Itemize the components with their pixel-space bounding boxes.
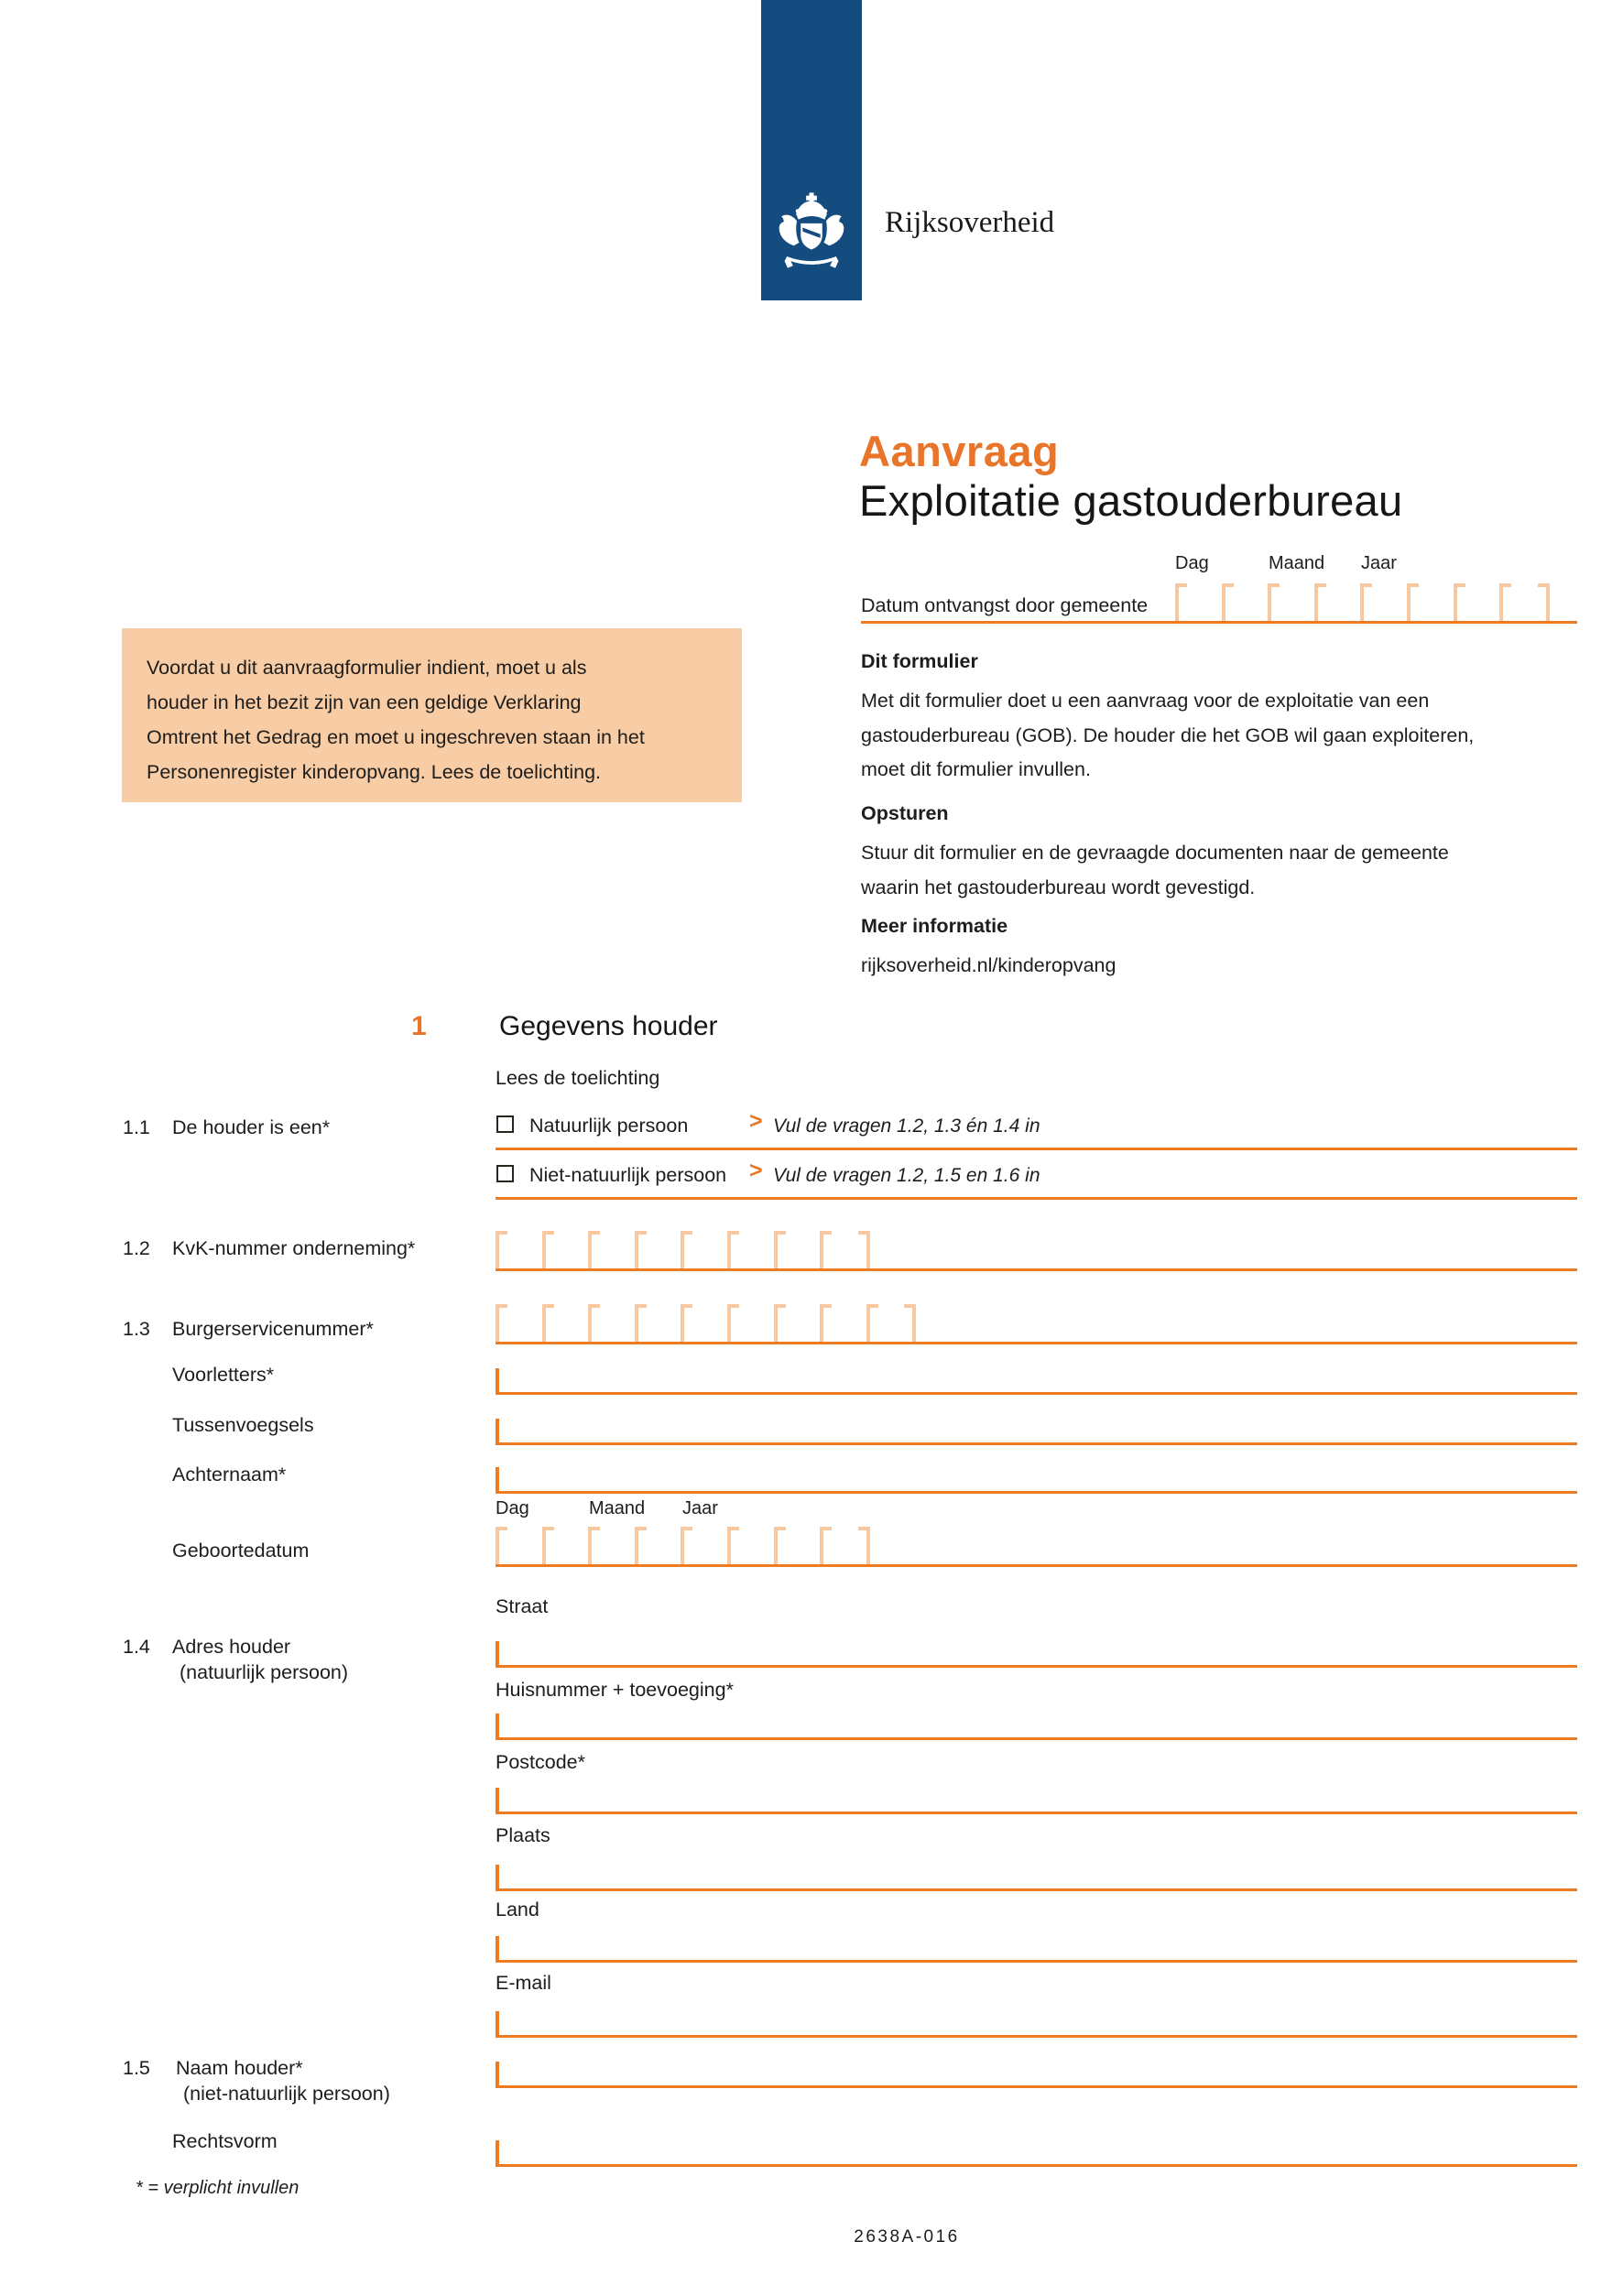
comb-tick (774, 1304, 778, 1342)
comb-tick (1454, 583, 1457, 621)
comb-tick (496, 1304, 499, 1342)
date-received-year-label: Jaar (1361, 553, 1397, 573)
option-instruction-niet-natuurlijk-persoon: Vul de vragen 1.2, 1.5 en 1.6 in (773, 1165, 1040, 1186)
form-code: 2638A-016 (854, 2227, 960, 2247)
comb-tick (635, 1304, 638, 1342)
achternaam-input[interactable] (496, 1465, 1577, 1494)
plaats-label: Plaats (496, 1824, 550, 1846)
question-sublabel-1-5: (niet-natuurlijk persoon) (183, 2083, 390, 2105)
comb-tick (588, 1527, 592, 1564)
comb-tick (681, 1231, 684, 1268)
question-label-1-3: Burgerservicenummer* (172, 1318, 374, 1340)
postcode-input[interactable] (496, 1786, 1577, 1814)
date-received-input[interactable] (861, 580, 1577, 624)
comb-tick (681, 1304, 684, 1342)
checkbox-natuurlijk-persoon[interactable] (496, 1115, 514, 1133)
date-received-day-label: Dag (1175, 553, 1209, 573)
checkbox-niet-natuurlijk-persoon[interactable] (496, 1165, 514, 1182)
rijksoverheid-wordmark: Rijksoverheid (885, 206, 1055, 239)
info-body-dit-formulier: Met dit formulier doet u een aanvraag voor de exploitatie van een gastouderbureau (GOB). De houder die het GOB wil gaan exploiteren, moet dit formulier invullen. (861, 690, 1475, 780)
question-number-1-3: 1.3 (123, 1318, 150, 1340)
comb-tick (681, 1527, 684, 1564)
comb-tick (727, 1304, 731, 1342)
land-input[interactable] (496, 1934, 1577, 1963)
birthdate-day-label: Dag (496, 1498, 529, 1518)
info-link-kinderopvang: rijksoverheid.nl/kinderopvang (861, 954, 1116, 976)
bsn-number-input[interactable] (496, 1300, 1577, 1344)
comb-tick (496, 1527, 499, 1564)
info-heading-meer-informatie: Meer informatie (861, 915, 1008, 937)
straat-input[interactable] (496, 1639, 1577, 1668)
comb-tick (1268, 583, 1271, 621)
geboortedatum-label: Geboortedatum (172, 1540, 310, 1561)
option-row-natuurlijk-persoon (496, 1106, 1577, 1150)
info-body-opsturen: Stuur dit formulier en de gevraagde documenten naar de gemeente waarin het gastouderbureau wordt gevestigd. (861, 842, 1449, 898)
question-label-1-2: KvK-nummer onderneming* (172, 1237, 416, 1259)
comb-tick (542, 1527, 546, 1564)
comb-tick (1407, 583, 1411, 621)
question-sublabel-1-4: (natuurlijk persoon) (180, 1661, 349, 1683)
comb-tick (727, 1231, 731, 1268)
question-number-1-4: 1.4 (123, 1636, 150, 1658)
section-title: Gegevens houder (499, 1011, 718, 1041)
notice-text: Voordat u dit aanvraagformulier indient, moet u als houder in het bezit zijn van een geldige Verklaring Omtrent het Gedrag en moet u ingeschreven staan in het Personenregister kinderopvang. Lees de toelichting. (147, 657, 645, 783)
comb-tick (866, 1527, 870, 1564)
comb-tick (1222, 583, 1225, 621)
straat-label: Straat (496, 1595, 549, 1617)
info-heading-dit-formulier: Dit formulier (861, 650, 978, 672)
comb-tick (866, 1231, 870, 1268)
comb-tick (1314, 583, 1318, 621)
achternaam-label: Achternaam* (172, 1464, 287, 1485)
comb-tick (866, 1304, 870, 1342)
option-instruction-natuurlijk-persoon: Vul de vragen 1.2, 1.3 én 1.4 in (773, 1115, 1040, 1137)
question-label-1-4: Adres houder (172, 1636, 291, 1658)
birthdate-year-label: Jaar (682, 1498, 718, 1518)
comb-tick (542, 1304, 546, 1342)
section-hint: Lees de toelichting (496, 1067, 660, 1089)
question-label-1-5: Naam houder* (176, 2057, 303, 2079)
postcode-label: Postcode* (496, 1751, 586, 1773)
comb-tick (1546, 583, 1550, 621)
comb-tick (542, 1231, 546, 1268)
huisnummer-label: Huisnummer + toevoeging* (496, 1679, 734, 1701)
form-category-title: Aanvraag (859, 427, 1060, 475)
page-title: Exploitatie gastouderbureau (859, 476, 1403, 525)
question-number-1-5: 1.5 (123, 2057, 150, 2079)
voorletters-label: Voorletters* (172, 1364, 275, 1386)
birthdate-month-label: Maand (589, 1498, 646, 1518)
land-label: Land (496, 1899, 539, 1921)
comb-tick (1360, 583, 1364, 621)
comb-tick (496, 1231, 499, 1268)
comb-tick (635, 1527, 638, 1564)
comb-tick (820, 1304, 823, 1342)
chevron-right-icon (749, 1108, 763, 1135)
comb-tick (820, 1231, 823, 1268)
rijksoverheid-crest-icon (773, 192, 850, 273)
comb-tick (1175, 583, 1179, 621)
email-input[interactable] (496, 2009, 1577, 2038)
comb-tick (1499, 583, 1503, 621)
question-label-1-1: De houder is een* (172, 1116, 331, 1138)
comb-tick (588, 1231, 592, 1268)
option-label-niet-natuurlijk-persoon: Niet-natuurlijk persoon (529, 1164, 727, 1186)
comb-tick (774, 1527, 778, 1564)
comb-tick (588, 1304, 592, 1342)
comb-tick (912, 1304, 916, 1342)
section-number: 1 (411, 1011, 427, 1041)
rechtsvorm-input[interactable] (496, 2138, 1577, 2167)
voorletters-input[interactable] (496, 1366, 1577, 1395)
question-number-1-2: 1.2 (123, 1237, 150, 1259)
tussenvoegsels-label: Tussenvoegsels (172, 1414, 314, 1436)
geboortedatum-input[interactable] (496, 1523, 1577, 1567)
kvk-number-input[interactable] (496, 1227, 1577, 1271)
comb-tick (820, 1527, 823, 1564)
chevron-right-icon (749, 1158, 763, 1184)
comb-tick (635, 1231, 638, 1268)
rijksoverheid-logo-banner (761, 0, 862, 300)
required-fields-footnote: * = verplicht invullen (136, 2178, 300, 2198)
comb-tick (727, 1527, 731, 1564)
option-row-niet-natuurlijk-persoon (496, 1156, 1577, 1200)
rechtsvorm-label: Rechtsvorm (172, 2130, 278, 2152)
plaats-input[interactable] (496, 1863, 1577, 1891)
info-heading-opsturen: Opsturen (861, 802, 949, 824)
option-label-natuurlijk-persoon: Natuurlijk persoon (529, 1115, 689, 1137)
tussenvoegsels-input[interactable] (496, 1417, 1577, 1445)
comb-tick (774, 1231, 778, 1268)
naam-houder-input[interactable] (496, 2060, 1577, 2088)
email-label: E-mail (496, 1972, 551, 1994)
notice-box (122, 628, 742, 802)
date-received-month-label: Maand (1269, 553, 1325, 573)
question-number-1-1: 1.1 (123, 1116, 150, 1138)
huisnummer-input[interactable] (496, 1712, 1577, 1740)
date-received-label: Datum ontvangst door gemeente (861, 594, 1149, 616)
